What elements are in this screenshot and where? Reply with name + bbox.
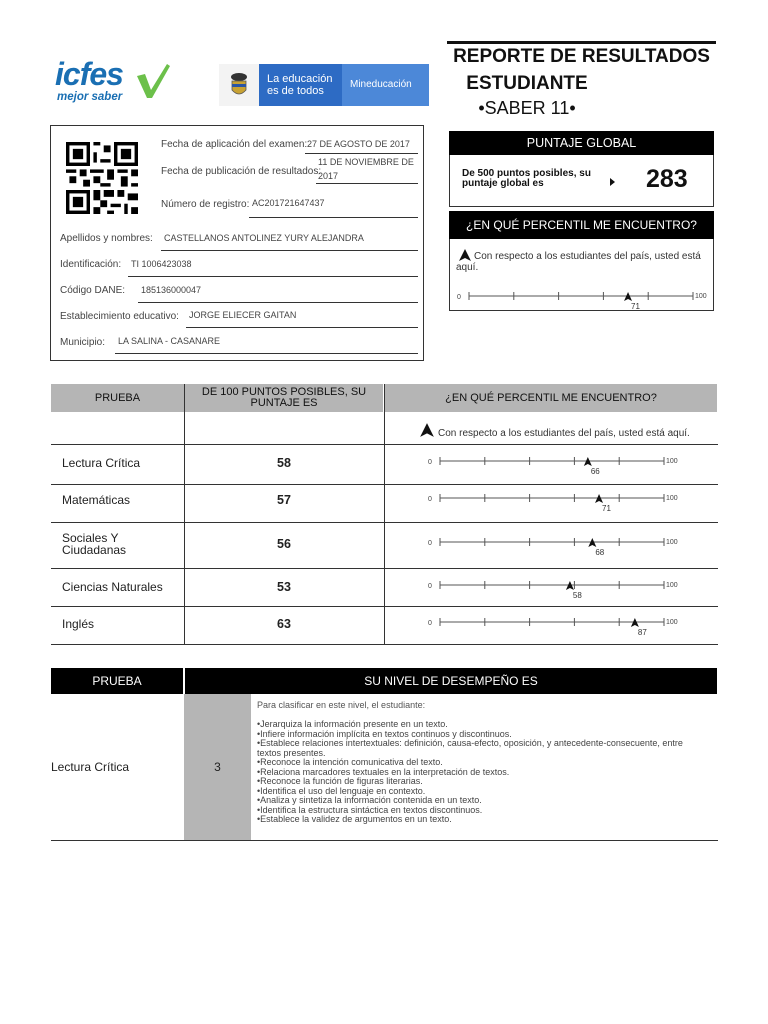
global-percentile-text-line1: Con respecto a los estudiantes del país, usted está [474, 251, 701, 262]
row-divider [51, 606, 718, 607]
subject-label: Inglés [62, 617, 95, 631]
mineduc-name: Mineducación [350, 79, 412, 90]
percentile-scale [426, 534, 686, 558]
mineduc-slogan-line1: La educación [267, 73, 333, 85]
perf-col-prueba-header: PRUEBA [51, 668, 183, 694]
registration-label: Número de registro: [161, 199, 250, 210]
row-divider [51, 568, 718, 569]
school-label: Establecimiento educativo: [60, 311, 179, 322]
subject-label: Ciencias Naturales [62, 580, 163, 594]
global-percentile-text-line2: aquí. [456, 262, 479, 273]
scale-start-label: 0 [428, 540, 432, 547]
name-underline [161, 250, 418, 251]
perf-col-level-header: SU NIVEL DE DESEMPEÑO ES [185, 668, 717, 694]
perf-criterion: •Reconoce la función de figuras literarias. [257, 776, 423, 786]
qr-code [66, 142, 138, 214]
perf-subject: Lectura Crítica [51, 760, 130, 774]
exam-date-value: 27 DE AGOSTO DE 2017 [307, 139, 410, 149]
perf-criterion: •Relaciona marcadores textuales en la interpretación de textos. [257, 766, 510, 777]
percentile-value-label: 58 [572, 591, 582, 600]
percentile-scale [426, 490, 686, 514]
col-prueba-header [51, 384, 184, 412]
report-title: REPORTE DE RESULTADOS [453, 46, 710, 67]
dane-label: Código DANE: [60, 285, 126, 296]
name-value: CASTELLANOS ANTOLINEZ YURY ALEJANDRA [164, 233, 364, 243]
percentile-value-label: 87 [637, 628, 647, 637]
checkmark-icon [135, 62, 171, 100]
perf-criterion: •Establece la validez de argumentos en un texto. [257, 814, 452, 824]
perf-criterion: •Infiere información implícita en textos continuos y discontinuos. [257, 728, 512, 739]
percentile-scale [426, 453, 686, 477]
arrow-right-icon [610, 178, 615, 186]
table-column-divider [384, 384, 385, 644]
seal-box [219, 64, 259, 106]
global-score-value: 283 [646, 165, 688, 193]
scale-start-label: 0 [428, 459, 432, 466]
coat-of-arms-icon [228, 72, 250, 98]
exam-name: •SABER 11• [478, 98, 576, 118]
subject-score: 57 [277, 493, 291, 507]
mineducacion-logo [219, 64, 429, 106]
global-score-text-line1: De 500 puntos posibles, su [462, 168, 591, 179]
perf-level-value: 3 [214, 760, 221, 774]
subject-score: 53 [277, 580, 291, 594]
icfes-logo-word: icfes [55, 56, 123, 92]
report-subtitle: ESTUDIANTE [466, 73, 588, 94]
percentile-value-label: 71 [631, 302, 640, 311]
scale-start-label: 0 [428, 620, 432, 627]
dane-underline [138, 302, 418, 303]
percentile-marker-icon [458, 248, 472, 262]
subject-label-line2: Ciudadanas [62, 543, 127, 557]
perf-criterion: •Identifica el uso del lenguaje en contexto. [257, 785, 426, 796]
percentile-scale-svg [426, 577, 681, 601]
percentile-marker-icon [419, 422, 435, 438]
registration-underline [249, 217, 418, 218]
col-percentile-label: ¿EN QUÉ PERCENTIL ME ENCUENTRO? [445, 392, 657, 404]
row-divider [51, 522, 718, 523]
subject-score: 56 [277, 537, 291, 551]
scale-end-label: 100 [666, 495, 678, 502]
id-label: Identificación: [60, 259, 122, 270]
percentile-scale-svg [426, 614, 681, 638]
subject-score: 58 [277, 456, 291, 470]
percentile-scale [426, 614, 686, 638]
col-prueba-label: PRUEBA [94, 392, 141, 404]
global-score-text-line2: puntaje global es [462, 178, 544, 189]
mineduc-name-box [342, 64, 429, 106]
municipality-underline [115, 353, 418, 354]
scale-end-label: 100 [666, 619, 678, 626]
id-value: TI 1006423038 [131, 259, 192, 269]
publication-date-underline [316, 183, 418, 184]
icfes-logo [55, 56, 175, 106]
scale-end-label: 100 [666, 458, 678, 465]
global-score-box [449, 155, 714, 207]
perf-criterion: textos presentes. [257, 747, 326, 758]
perf-bottom-rule [51, 840, 718, 841]
dane-value: 185136000047 [141, 285, 202, 295]
subject-label: Lectura Crítica [62, 456, 141, 470]
global-percentile-scale [455, 288, 715, 312]
percentile-scale-svg [426, 453, 681, 477]
subject-label: Sociales Y [62, 531, 119, 545]
name-label: Apellidos y nombres: [60, 233, 153, 244]
percentile-value-label: 66 [590, 467, 600, 476]
scale-start-label: 0 [428, 583, 432, 590]
title-rule [447, 41, 716, 44]
subject-score: 63 [277, 617, 291, 631]
publication-date-label: Fecha de publicación de resultados: [161, 166, 322, 177]
percentile-value-label: 71 [602, 504, 611, 513]
registration-value: AC201721647437 [252, 198, 325, 208]
col-percentile-header [385, 384, 717, 412]
subject-label: Matemáticas [62, 493, 131, 507]
id-underline [128, 276, 418, 277]
perf-criterion: •Reconoce la intención comunicativa del texto. [257, 757, 443, 767]
scale-end-label: 100 [666, 539, 678, 546]
perf-intro: Para clasificar en este nivel, el estudiante: [257, 700, 426, 710]
publication-date-value-line1: 11 DE NOVIEMBRE DE [318, 157, 414, 167]
municipality-label: Municipio: [60, 337, 106, 348]
perf-criteria-list [257, 720, 717, 825]
col-score-header [185, 384, 383, 412]
col-score-label-line2: PUNTAJE ES [250, 397, 318, 409]
exam-date-underline [305, 153, 418, 154]
scale-end-label: 100 [695, 293, 707, 300]
percentile-scale-svg [455, 288, 710, 312]
scale-start-label: 0 [428, 496, 432, 503]
perf-criterion: •Establece relaciones intertextuales: definición, causa-efecto, oposición, y antecedente-consecuente, entre [257, 738, 683, 748]
scale-end-label: 100 [666, 582, 678, 589]
global-percentile-header: ¿EN QUÉ PERCENTIL ME ENCUENTRO? [449, 211, 714, 239]
col-score-label-line1: DE 100 PUNTOS POSIBLES, SU [201, 386, 367, 398]
global-score-header: PUNTAJE GLOBAL [449, 131, 714, 155]
publication-date-value-line2: 2017 [318, 171, 339, 181]
global-score-text [462, 169, 591, 189]
perf-criterion: •Jerarquiza la información presente en un texto. [257, 719, 448, 729]
icfes-logo-tagline: mejor saber [57, 91, 123, 103]
percentile-scale-svg [426, 490, 681, 514]
municipality-value: LA SALINA - CASANARE [118, 336, 221, 346]
percentile-scale-svg [426, 534, 681, 558]
percentile-scale [426, 577, 686, 601]
exam-date-label: Fecha de aplicación del examen: [161, 139, 308, 150]
mineduc-slogan-line2: es de todos [267, 85, 324, 97]
row-divider [51, 644, 718, 645]
school-value: JORGE ELIECER GAITAN [189, 310, 297, 320]
perf-criterion: •Identifica la estructura sintáctica en textos discontinuos. [257, 804, 483, 815]
perf-criterion: •Analiza y sintetiza la información contenida en un texto. [257, 795, 482, 805]
row-divider [51, 484, 718, 485]
school-underline [186, 327, 418, 328]
scale-start-label: 0 [457, 294, 461, 301]
percentile-note: Con respecto a los estudiantes del país, usted está aquí. [438, 428, 690, 439]
table-column-divider [184, 384, 185, 644]
percentile-value-label: 68 [595, 548, 605, 557]
